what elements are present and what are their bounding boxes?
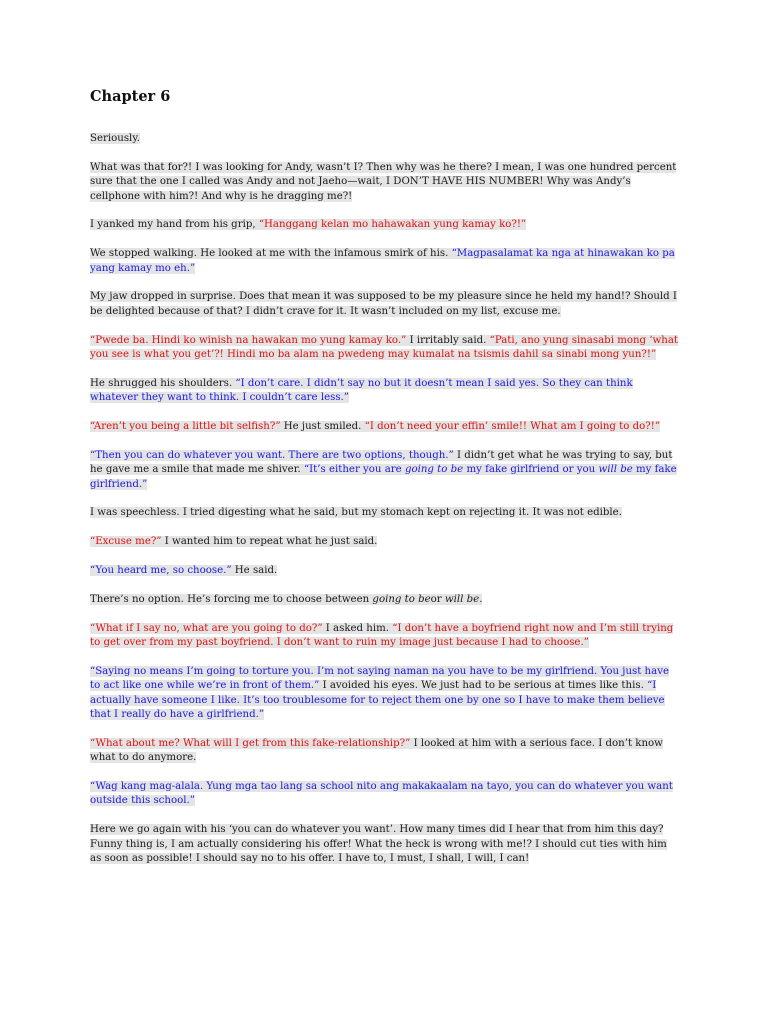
text-segment: I didn’t get what he was trying to say, but he gave me a smile that made me shiver. <box>90 449 673 476</box>
text-segment: “Pati, ano yung sinasabi mong ‘what you see is what you get’?! Hindi mo ba alam na pwedeng may kumalat na tsismis dahil sa sinabi mong yun?!” <box>90 334 679 361</box>
text-segment: I irritably said. <box>406 334 490 346</box>
paragraph <box>90 247 680 276</box>
text-segment: or <box>430 593 445 605</box>
paragraph <box>90 334 680 363</box>
paragraph <box>90 449 680 492</box>
text-segment: I asked him. <box>322 622 393 634</box>
text-segment: There’s no option. He’s forcing me to choose between <box>90 593 373 605</box>
text-segment: I wanted him to repeat what he just said. <box>161 536 378 548</box>
text-segment: “What about me? What will I get from this fake-relationship?” <box>90 737 411 749</box>
text-segment: will be <box>598 464 633 476</box>
text-segment: We stopped walking. He looked at me with the infamous smirk of his. <box>90 248 452 260</box>
text-segment: Here we go again with his ‘you can do whatever you want’. How many times did I hear that from him this day? Funny thing is, I am actually considering his offer! What the heck is wrong with me!? I should cut ties with him as soon as possible! I should say no to his offer. I have to, I must, I shall, I will, I can! <box>90 824 667 865</box>
paragraph <box>90 506 680 520</box>
text-segment: “Wag kang mag-alala. Yung mga tao lang sa school nito ang makakaalam na tayo, you can do whatever you want outside this school.” <box>90 781 673 807</box>
paragraph <box>90 290 680 319</box>
text-segment: my fake girlfriend.” <box>90 464 677 490</box>
text-segment: I yanked my hand from his grip, <box>90 219 259 231</box>
text-segment: “Aren’t you being a little bit selfish?” <box>90 421 281 433</box>
chapter-content <box>90 88 680 881</box>
paragraph <box>90 218 680 232</box>
text-segment: “Hanggang kelan mo hahawakan yung kamay ko?!” <box>258 219 527 231</box>
paragraph <box>90 665 680 723</box>
text-segment: “I don’t have a boyfriend right now and I’m still trying to get over from my past boyfriend. I don’t want to ruin my image just because I had to choose.” <box>90 622 674 649</box>
text-segment: Seriously. <box>90 133 140 144</box>
text-segment: “Magpasalamat ka nga at hinawakan ko pa yang kamay mo eh.” <box>90 248 675 274</box>
paragraph <box>90 161 680 204</box>
text-segment: He shrugged his shoulders. <box>90 377 236 389</box>
paragraph <box>90 535 680 549</box>
text-segment: my fake girlfriend or you <box>463 464 599 476</box>
text-segment: He just smiled. <box>280 421 365 433</box>
paragraph <box>90 823 680 866</box>
paragraph <box>90 564 680 578</box>
text-segment: “I don’t need your effin’ smile!! What am I going to do?!” <box>364 421 661 433</box>
text-segment: “What if I say no, what are you going to do?” <box>90 622 323 634</box>
paragraph <box>90 593 680 607</box>
text-segment: going to be <box>372 593 431 605</box>
paragraph <box>90 737 680 766</box>
text-segment: “Pwede ba. Hindi ko winish na hawakan mo yung kamay ko.” <box>90 334 407 346</box>
text-segment: “It’s either you are <box>303 464 405 476</box>
paragraph <box>90 780 680 809</box>
paragraph <box>90 132 680 146</box>
text-segment: going to be <box>404 464 464 476</box>
paragraph <box>90 420 680 434</box>
text-segment: will be <box>444 593 480 605</box>
text-segment: I looked at him with a serious face. I don’t know what to do anymore. <box>90 737 663 764</box>
text-segment: My jaw dropped in surprise. Does that mean it was supposed to be my pleasure since he held my hand!? Should I be delighted because of that? I didn’t crave for it. It wasn’t included on my list, excuse me. <box>90 291 677 317</box>
text-segment: “Then you can do whatever you want. There are two options, though.” <box>90 449 454 461</box>
chapter-body <box>90 132 680 866</box>
text-segment: What was that for?! I was looking for Andy, wasn’t I? Then why was he there? I mean, I was one hundred percent sure that the one I called was Andy and not Jaeho—wait, I DON’T HAVE HIS NUMBER! Why was Andy’s cellphone with him?! And why is he dragging me?! <box>90 161 677 202</box>
paragraph <box>90 377 680 406</box>
text-segment: I avoided his eyes. We just had to be serious at times like this. <box>319 680 648 692</box>
text-segment: “I actually have someone I like. It’s too troublesome for to reject them one by one so I have to make them believe that I really do have a girlfriend.” <box>90 680 665 721</box>
paragraph <box>90 622 680 651</box>
text-segment: “Excuse me?” <box>90 536 162 548</box>
text-segment: “You heard me, so choose.” <box>90 565 232 577</box>
text-segment: . <box>479 593 483 605</box>
chapter-title: Chapter 6 <box>90 88 171 105</box>
text-segment: “I don’t care. I didn’t say no but it doesn’t mean I said yes. So they can think whatever they want to think. I couldn’t care less.” <box>90 377 633 404</box>
text-segment: I was speechless. I tried digesting what he said, but my stomach kept on rejecting it. It was not edible. <box>90 507 622 519</box>
text-segment: He said. <box>231 565 278 577</box>
text-segment: “Saying no means I’m going to torture you. I’m not saying naman na you have to be my girlfriend. You just have to act like one while we’re in front of them.” <box>90 665 669 692</box>
